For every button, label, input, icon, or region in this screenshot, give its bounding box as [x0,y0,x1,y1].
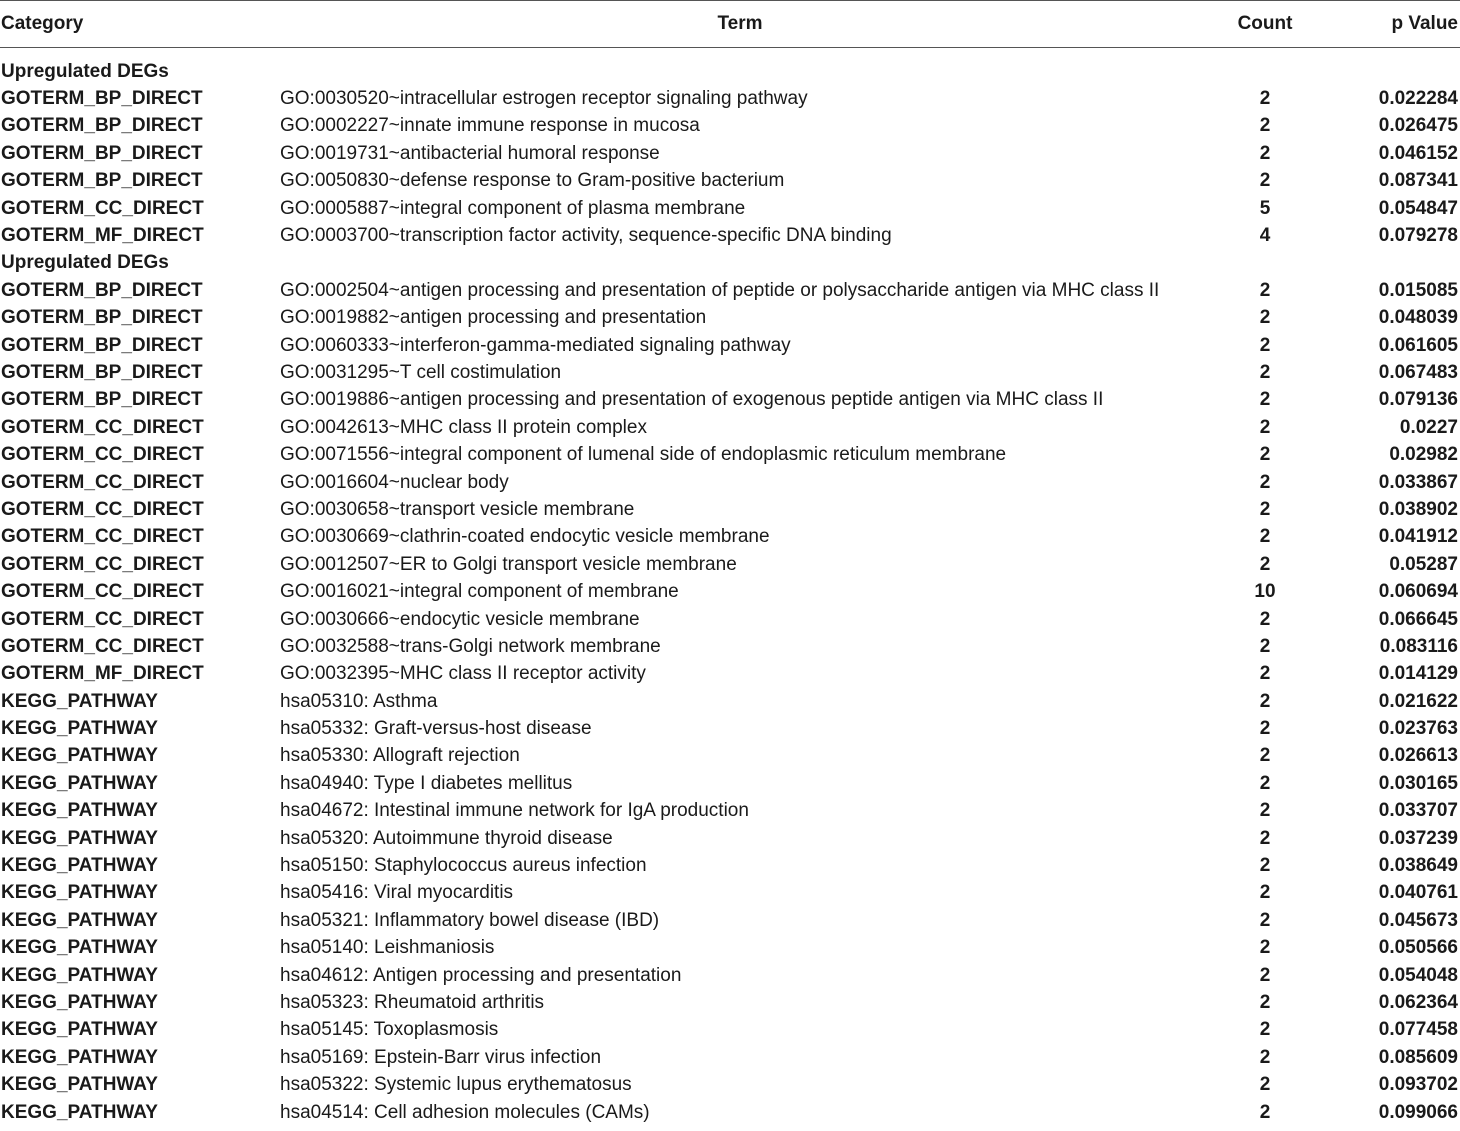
count-cell: 2 [1259,690,1271,712]
count-cell: 2 [1259,170,1271,192]
spacer-row [0,48,1460,58]
category-cell: GOTERM_CC_DIRECT [1,498,204,520]
pvalue-cell: 0.033867 [1378,471,1458,493]
category-cell: GOTERM_BP_DIRECT [1,334,203,356]
table-header-row [0,1,1460,48]
pvalue-cell: 0.099066 [1378,1101,1458,1123]
pvalue-cell: 0.050566 [1378,937,1458,959]
table-row [0,1098,1460,1125]
table-body [0,48,1460,1126]
table-row [0,633,1460,660]
table-row [0,907,1460,934]
pvalue-cell: 0.026613 [1378,745,1458,767]
count-cell: 2 [1259,498,1271,520]
count-cell: 2 [1259,855,1271,877]
term-cell: GO:0005887~integral component of plasma membrane [280,197,746,219]
category-cell: GOTERM_BP_DIRECT [1,361,203,383]
term-cell: hsa05322: Systemic lupus erythematosus [280,1074,632,1096]
count-cell: 2 [1259,471,1271,493]
category-cell: GOTERM_CC_DIRECT [1,197,204,219]
table-row [0,1016,1460,1043]
category-cell: KEGG_PATHWAY [1,1019,158,1041]
table-row [0,441,1460,468]
pvalue-cell: 0.023763 [1378,718,1458,740]
pvalue-cell: 0.041912 [1378,526,1458,548]
term-cell: GO:0016604~nuclear body [280,471,509,493]
term-cell: hsa05416: Viral myocarditis [280,882,514,904]
term-cell: GO:0019882~antigen processing and presentation [280,307,707,329]
term-cell: hsa05310: Asthma [280,690,438,712]
header-count: Count [1237,13,1293,34]
term-cell: GO:0016021~integral component of membrane [280,581,679,603]
table-row [0,85,1460,112]
term-cell: hsa05320: Autoimmune thyroid disease [280,827,613,849]
pvalue-cell: 0.037239 [1378,827,1458,849]
count-cell: 5 [1259,197,1271,219]
category-cell: GOTERM_BP_DIRECT [1,115,203,137]
pvalue-cell: 0.038902 [1378,498,1458,520]
term-cell: GO:0032395~MHC class II receptor activity [280,663,646,685]
term-cell: hsa05145: Toxoplasmosis [280,1019,499,1041]
category-cell: GOTERM_CC_DIRECT [1,608,204,630]
category-cell: GOTERM_BP_DIRECT [1,279,203,301]
count-cell: 2 [1259,416,1271,438]
count-cell: 2 [1259,991,1271,1013]
category-cell: KEGG_PATHWAY [1,937,158,959]
count-cell: 2 [1259,800,1271,822]
category-cell: KEGG_PATHWAY [1,1101,158,1123]
pvalue-cell: 0.079136 [1378,389,1458,411]
pvalue-cell: 0.077458 [1378,1019,1458,1041]
count-cell: 2 [1259,142,1271,164]
term-cell: hsa04940: Type I diabetes mellitus [280,772,573,794]
header-pvalue: p Value [1391,13,1458,34]
category-cell: GOTERM_BP_DIRECT [1,142,203,164]
table-row [0,879,1460,906]
group-header-row [0,58,1460,85]
table-row [0,824,1460,851]
term-cell: hsa05323: Rheumatoid arthritis [280,991,545,1013]
pvalue-cell: 0.062364 [1378,991,1458,1013]
term-cell: GO:0042613~MHC class II protein complex [280,416,647,438]
table-row [0,605,1460,632]
count-cell: 2 [1259,882,1271,904]
pvalue-cell: 0.030165 [1378,772,1458,794]
term-cell: GO:0002504~antigen processing and presentation of peptide or polysaccharide antigen via MHC class II [280,279,1160,301]
term-cell: GO:0030658~transport vesicle membrane [280,498,635,520]
category-cell: KEGG_PATHWAY [1,909,158,931]
table-row [0,715,1460,742]
group-label: Upregulated DEGs [1,252,169,274]
count-cell: 2 [1259,909,1271,931]
pvalue-cell: 0.079278 [1378,225,1458,247]
count-cell: 2 [1259,444,1271,466]
count-cell: 2 [1259,1046,1271,1068]
table-row [0,304,1460,331]
table-row [0,742,1460,769]
term-cell: GO:0030669~clathrin-coated endocytic vesicle membrane [280,526,770,548]
table-row [0,112,1460,139]
table-row [0,1044,1460,1071]
term-cell: GO:0031295~T cell costimulation [280,361,562,383]
term-cell: hsa04514: Cell adhesion molecules (CAMs) [280,1101,650,1123]
term-cell: hsa05140: Leishmaniosis [280,937,495,959]
spacer-cell [0,48,1460,58]
table-row [0,194,1460,221]
category-cell: KEGG_PATHWAY [1,745,158,767]
category-cell: GOTERM_CC_DIRECT [1,471,204,493]
table-row [0,386,1460,413]
pvalue-cell: 0.0227 [1399,416,1458,438]
category-cell: KEGG_PATHWAY [1,800,158,822]
term-cell: hsa05321: Inflammatory bowel disease (IBD) [280,909,660,931]
pvalue-cell: 0.067483 [1378,361,1458,383]
count-cell: 2 [1259,827,1271,849]
category-cell: KEGG_PATHWAY [1,772,158,794]
group-label: Upregulated DEGs [1,60,169,82]
term-cell: GO:0032588~trans-Golgi network membrane [280,635,661,657]
count-cell: 2 [1259,115,1271,137]
category-cell: GOTERM_BP_DIRECT [1,88,203,110]
count-cell: 2 [1259,964,1271,986]
term-cell: GO:0071556~integral component of lumenal side of endoplasmic reticulum membrane [280,444,1007,466]
count-cell: 4 [1259,225,1271,247]
count-cell: 2 [1259,772,1271,794]
table-row [0,277,1460,304]
category-cell: KEGG_PATHWAY [1,991,158,1013]
category-cell: GOTERM_BP_DIRECT [1,307,203,329]
table-row [0,578,1460,605]
count-cell: 2 [1259,745,1271,767]
table-row [0,140,1460,167]
term-cell: GO:0003700~transcription factor activity, sequence-specific DNA binding [280,225,892,247]
pvalue-cell: 0.060694 [1378,581,1458,603]
category-cell: KEGG_PATHWAY [1,882,158,904]
count-cell: 2 [1259,88,1271,110]
table-row [0,167,1460,194]
table-row [0,660,1460,687]
table-row [0,852,1460,879]
table-row [0,961,1460,988]
term-cell: hsa05332: Graft-versus-host disease [280,718,592,740]
term-cell: hsa04612: Antigen processing and presentation [280,964,682,986]
group-header-row [0,249,1460,276]
pvalue-cell: 0.085609 [1378,1046,1458,1068]
term-cell: GO:0012507~ER to Golgi transport vesicle membrane [280,553,737,575]
count-cell: 2 [1259,1019,1271,1041]
count-cell: 2 [1259,361,1271,383]
table-row [0,551,1460,578]
pvalue-cell: 0.040761 [1378,882,1458,904]
term-cell: GO:0030666~endocytic vesicle membrane [280,608,640,630]
term-cell: hsa05330: Allograft rejection [280,745,520,767]
count-cell: 2 [1259,718,1271,740]
count-cell: 2 [1259,937,1271,959]
pvalue-cell: 0.05287 [1389,553,1458,575]
pvalue-cell: 0.015085 [1378,279,1458,301]
term-cell: GO:0030520~intracellular estrogen receptor signaling pathway [280,88,808,110]
pvalue-cell: 0.026475 [1378,115,1458,137]
count-cell: 2 [1259,307,1271,329]
category-cell: GOTERM_CC_DIRECT [1,553,204,575]
table-row [0,687,1460,714]
pvalue-cell: 0.022284 [1378,88,1458,110]
count-cell: 2 [1259,1101,1271,1123]
header-category: Category [1,13,84,34]
term-cell: GO:0019731~antibacterial humoral response [280,142,660,164]
category-cell: KEGG_PATHWAY [1,827,158,849]
category-cell: GOTERM_CC_DIRECT [1,635,204,657]
table-row [0,989,1460,1016]
header-term: Term [717,13,763,34]
pvalue-cell: 0.045673 [1378,909,1458,931]
term-cell: GO:0002227~innate immune response in mucosa [280,115,700,137]
pvalue-cell: 0.02982 [1389,444,1458,466]
pvalue-cell: 0.093702 [1378,1074,1458,1096]
term-cell: GO:0060333~interferon-gamma-mediated signaling pathway [280,334,791,356]
category-cell: GOTERM_MF_DIRECT [1,663,204,685]
count-cell: 2 [1259,608,1271,630]
term-cell: GO:0019886~antigen processing and presentation of exogenous peptide antigen via MHC class II [280,389,1104,411]
term-cell: hsa05150: Staphylococcus aureus infection [280,855,647,877]
category-cell: GOTERM_CC_DIRECT [1,581,204,603]
pvalue-cell: 0.083116 [1379,635,1458,657]
pvalue-cell: 0.087341 [1378,170,1458,192]
category-cell: GOTERM_CC_DIRECT [1,444,204,466]
category-cell: KEGG_PATHWAY [1,1074,158,1096]
term-cell: GO:0050830~defense response to Gram-positive bacterium [280,170,785,192]
table-row [0,1071,1460,1098]
table-row [0,523,1460,550]
table-row [0,359,1460,386]
count-cell: 2 [1259,526,1271,548]
pvalue-cell: 0.038649 [1378,855,1458,877]
count-cell: 2 [1259,389,1271,411]
table-row [0,222,1460,249]
category-cell: KEGG_PATHWAY [1,855,158,877]
pvalue-cell: 0.054847 [1378,197,1458,219]
count-cell: 2 [1259,553,1271,575]
category-cell: GOTERM_MF_DIRECT [1,225,204,247]
count-cell: 2 [1259,663,1271,685]
count-cell: 2 [1259,334,1271,356]
pvalue-cell: 0.061605 [1378,334,1458,356]
category-cell: GOTERM_BP_DIRECT [1,389,203,411]
pvalue-cell: 0.046152 [1378,142,1458,164]
count-cell: 2 [1259,1074,1271,1096]
pvalue-cell: 0.048039 [1378,307,1458,329]
category-cell: GOTERM_CC_DIRECT [1,526,204,548]
table-row [0,414,1460,441]
category-cell: KEGG_PATHWAY [1,1046,158,1068]
pvalue-cell: 0.033707 [1378,800,1458,822]
pvalue-cell: 0.054048 [1378,964,1458,986]
category-cell: GOTERM_CC_DIRECT [1,416,204,438]
table-row [0,934,1460,961]
table-row [0,770,1460,797]
term-cell: hsa05169: Epstein-Barr virus infection [280,1046,602,1068]
pvalue-cell: 0.014129 [1378,663,1458,685]
count-cell: 10 [1254,581,1276,603]
table-row [0,331,1460,358]
pvalue-cell: 0.021622 [1378,690,1458,712]
table-row [0,468,1460,495]
category-cell: KEGG_PATHWAY [1,964,158,986]
table-row [0,797,1460,824]
count-cell: 2 [1259,279,1271,301]
term-cell: hsa04672: Intestinal immune network for IgA production [280,800,749,822]
count-cell: 2 [1259,635,1271,657]
category-cell: KEGG_PATHWAY [1,718,158,740]
category-cell: GOTERM_BP_DIRECT [1,170,203,192]
pvalue-cell: 0.066645 [1378,608,1458,630]
category-cell: KEGG_PATHWAY [1,690,158,712]
table-row [0,496,1460,523]
